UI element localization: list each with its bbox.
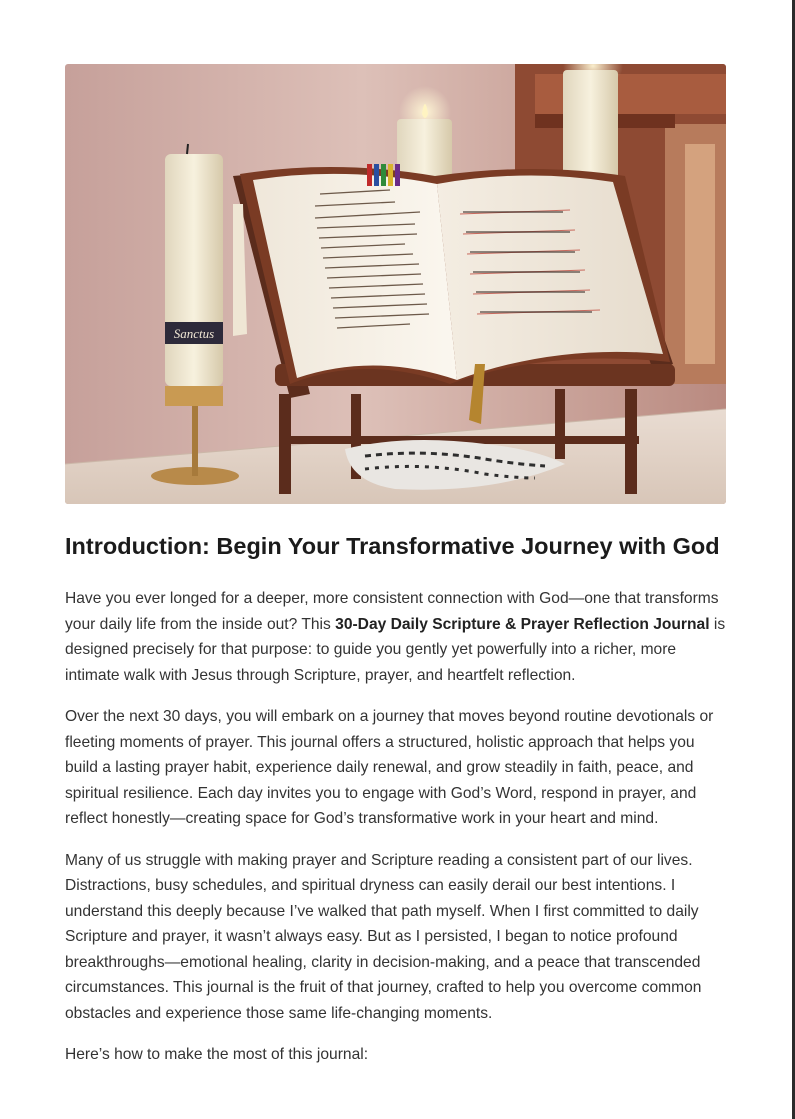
journal-title-emphasis: 30-Day Daily Scripture & Prayer Reflection Journal <box>335 615 710 633</box>
candle-label: Sanctus <box>173 326 215 341</box>
paragraph-2: Over the next 30 days, you will embark on a journey that moves beyond routine devotionals or fleeting moments of prayer. This journal offers a structured, holistic approach that helps you build a lasting prayer habit, experience daily renewal, and grow steadily in faith, peace, and spiritual resilience. Each day invites you to engage with God’s Word, respond in prayer, and reflect honestly—creating space for God’s transformative work in your heart and mind. <box>65 708 714 827</box>
article <box>65 64 726 1068</box>
paragraph-4: Here’s how to make the most of this journal: <box>65 1046 369 1063</box>
paragraph-1-text-b: is designed precisely for that purpose: to guide you gently yet powerfully into a richer, more intimate walk with Jesus through Scripture, prayer, and heartfelt reflection. <box>65 615 726 684</box>
hero-image <box>65 64 726 504</box>
article-title: Introduction: Begin Your Transformative Journey with God <box>65 533 720 559</box>
paragraph-1 <box>65 586 726 688</box>
article-body <box>65 586 726 1068</box>
paragraph-1-text-a: Have you ever longed for a deeper, more consistent connection with God—one that transforms your daily life from the inside out? This <box>65 590 719 633</box>
paragraph-3: Many of us struggle with making prayer and Scripture reading a consistent part of our lives. Distractions, busy schedules, and spiritual dryness can easily derail our best intentions. I understand this deeply because I’ve walked that path myself. When I first committed to daily Scripture and prayer, it wasn’t always easy. But as I persisted, I began to notice profound breakthroughs—emotional healing, clarity in decision-making, and a peace that transcended circumstances. This journal is the fruit of that journey, crafted to help you overcome common obstacles and experience those same life-changing moments. <box>65 851 702 1022</box>
